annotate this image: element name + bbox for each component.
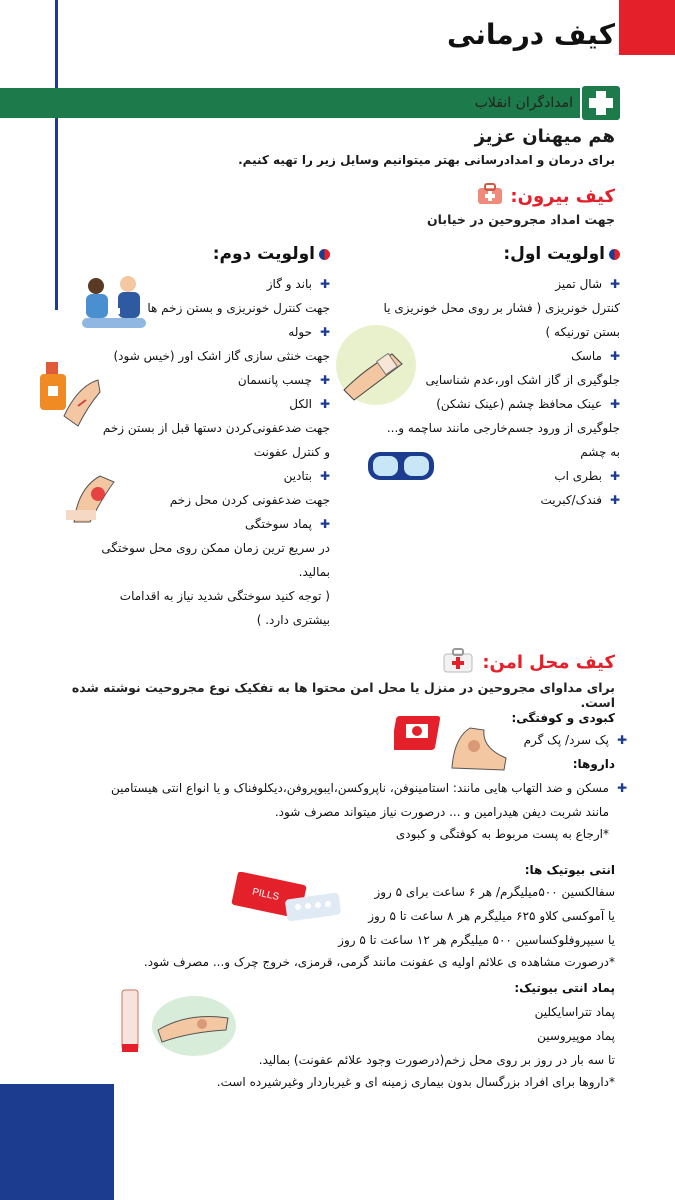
pills-box-illustration <box>226 872 344 934</box>
arm-bandage-illustration <box>336 320 416 414</box>
item-desc: و کنترل عفونت <box>253 445 330 459</box>
bruise-title: کبودی و کوفتگی: <box>511 711 615 725</box>
plus-bullet-icon: ✚ <box>609 469 620 483</box>
item-desc: در سریع ترین زمان ممکن روی محل سوختگی <box>101 541 330 555</box>
item-desc: جهت خنثی سازی گاز اشک اور (خیس شود) <box>113 349 330 363</box>
safe-kit-header <box>442 646 615 678</box>
antibiotics-title: انتی بیوتیک ها: <box>524 863 615 877</box>
outside-kit-header <box>476 182 615 210</box>
list-item: ✚بطری اب <box>330 464 620 488</box>
ointment-hand-illustration <box>118 984 238 1062</box>
plus-bullet-icon: ✚ <box>319 373 330 387</box>
plus-bullet-icon: ✚ <box>609 493 620 507</box>
sanitizer-hand-illustration <box>38 356 104 434</box>
antibiotic-line: یا سیپروفلوکساسین ۵۰۰ میلیگرم هر ۱۲ ساعت تا ۵ روز <box>338 933 615 947</box>
ointment-line: پماد تتراسایکلین <box>534 1005 615 1019</box>
plus-bullet-icon: ✚ <box>319 325 330 339</box>
list-item: ✚فندک/کبریت <box>330 488 620 512</box>
plus-bullet-icon: ✚ <box>319 277 330 291</box>
plus-bullet-icon: ✚ <box>616 781 627 795</box>
lead-text: برای درمان و امدادرسانی بهتر میتوانیم وسایل زیر را تهیه کنیم. <box>238 153 615 167</box>
item-desc: کنترل خونریزی ( فشار بر روی محل خونریزی یا <box>383 301 620 315</box>
org-name: امدادگران انقلاب <box>474 95 573 111</box>
antibiotic-line: یا آموکسی کلاو ۶۲۵ میلیگرم هر ۸ ساعت تا ۵ روز <box>368 909 615 923</box>
heading: هم میهنان عزیز <box>474 126 615 147</box>
antibiotics-note: *درصورت مشاهده ی علائم اولیه ی عفونت مانند گرمی، قرمزی، خروج چرک و... مصرف شود. <box>143 955 615 969</box>
plus-bullet-icon: ✚ <box>319 517 330 531</box>
first-priority-title: اولویت اول: <box>330 244 620 264</box>
item-desc: جهت کنترل خونریزی و بستن زخم ها <box>147 301 330 315</box>
ointment-title: پماد انتی بیوتیک: <box>514 981 615 995</box>
list-item: ✚چسب پانسمان <box>40 368 330 392</box>
safe-kit-title: کیف محل امن: <box>482 651 615 673</box>
item-desc: به چشم <box>580 445 620 459</box>
first-aid-kit-icon <box>442 646 476 678</box>
item-desc: جلوگیری از گاز اشک اور،عدم شناسایی <box>425 373 620 387</box>
outside-kit-title: کیف بیرون: <box>510 185 615 207</box>
outside-kit-subtitle: جهت امداد مجروحین در خیابان <box>427 212 615 227</box>
drugs-line: مانند شربت دیفن هیدرامین و ... درصورت نیاز میتواند مصرف شود. <box>274 805 609 819</box>
plus-bullet-icon: ✚ <box>616 733 627 747</box>
list-item: ✚مسکن و ضد التهاب هایی مانند: استامینوفن، ناپروکسن،ایبوپروفن،دیکلوفناک و یا انواع انتی هیستامین <box>57 776 627 800</box>
people-bandaging-illustration <box>74 274 154 342</box>
plus-bullet-icon: ✚ <box>609 349 620 363</box>
priority-dot-icon <box>319 249 330 260</box>
plus-bullet-icon: ✚ <box>609 397 620 411</box>
plus-bullet-icon: ✚ <box>319 469 330 483</box>
priority-dot-icon <box>609 249 620 260</box>
list-item: ✚پک سرد/ پک گرم <box>524 728 627 752</box>
blue-corner-block <box>0 1084 114 1200</box>
goggles-illustration <box>364 446 438 490</box>
list-item: ✚بتادین <box>40 464 330 488</box>
ointment-line: پماد موپیروسین <box>537 1029 615 1043</box>
burn-warning: ( توجه کنید سوختگی شدید نیاز به اقدامات <box>119 589 330 603</box>
list-item: ✚شال تمیز <box>330 272 620 296</box>
burn-warning: بیشتری دارد. ) <box>256 613 330 627</box>
list-item: ✚الکل <box>40 392 330 416</box>
plus-bullet-icon: ✚ <box>319 397 330 411</box>
drugs-title: داروها: <box>572 757 615 771</box>
item-desc: بستن تورنیکه ) <box>545 325 620 339</box>
medical-bag-icon <box>476 182 504 210</box>
burned-hand-illustration <box>66 468 128 530</box>
drugs-note: *ارجاع به پست مربوط به کوفتگی و کبودی <box>395 827 609 841</box>
red-corner-block <box>619 0 675 55</box>
list-item: ✚ماسک <box>330 344 620 368</box>
safe-kit-subtitle: برای مداوای مجروحین در منزل یا محل امن محتوا ها به تفکیک نوع مجروحیت نوشته شده است. <box>71 680 615 710</box>
ointment-line: تا سه بار در روز بر روی محل زخم(درصورت وجود علائم عفونت) بمالید. <box>258 1053 615 1067</box>
list-item: ✚عینک محافظ چشم (عینک نشکن) <box>330 392 620 416</box>
page-title: کیف درمانی <box>447 18 615 51</box>
first-aid-cross-icon <box>582 86 620 120</box>
antibiotic-line: سفالکسین ۵۰۰میلیگرم/ هر ۶ ساعت برای ۵ روز <box>374 885 615 899</box>
list-item: ✚حوله <box>40 320 330 344</box>
pills-label: PILLS <box>251 886 281 903</box>
list-item: ✚پماد سوختگی <box>40 512 330 536</box>
plus-bullet-icon: ✚ <box>609 277 620 291</box>
item-desc: جلوگیری از ورود جسم‌خارجی مانند ساچمه و... <box>386 421 620 435</box>
item-desc: بمالید. <box>298 565 330 579</box>
item-desc: جهت ضدعفونی کردن محل زخم <box>169 493 330 507</box>
list-item: ✚باند و گاز <box>40 272 330 296</box>
second-priority-title: اولویت دوم: <box>40 244 330 264</box>
ointment-note: *داروها برای افراد بزرگسال بدون بیماری زمینه ای و غیرباردار وغیرشیرده است. <box>216 1075 615 1089</box>
ice-pack-foot-illustration <box>394 708 510 778</box>
item-desc: جهت ضدعفونی‌کردن دستها قبل از بستن زخم <box>102 421 330 435</box>
